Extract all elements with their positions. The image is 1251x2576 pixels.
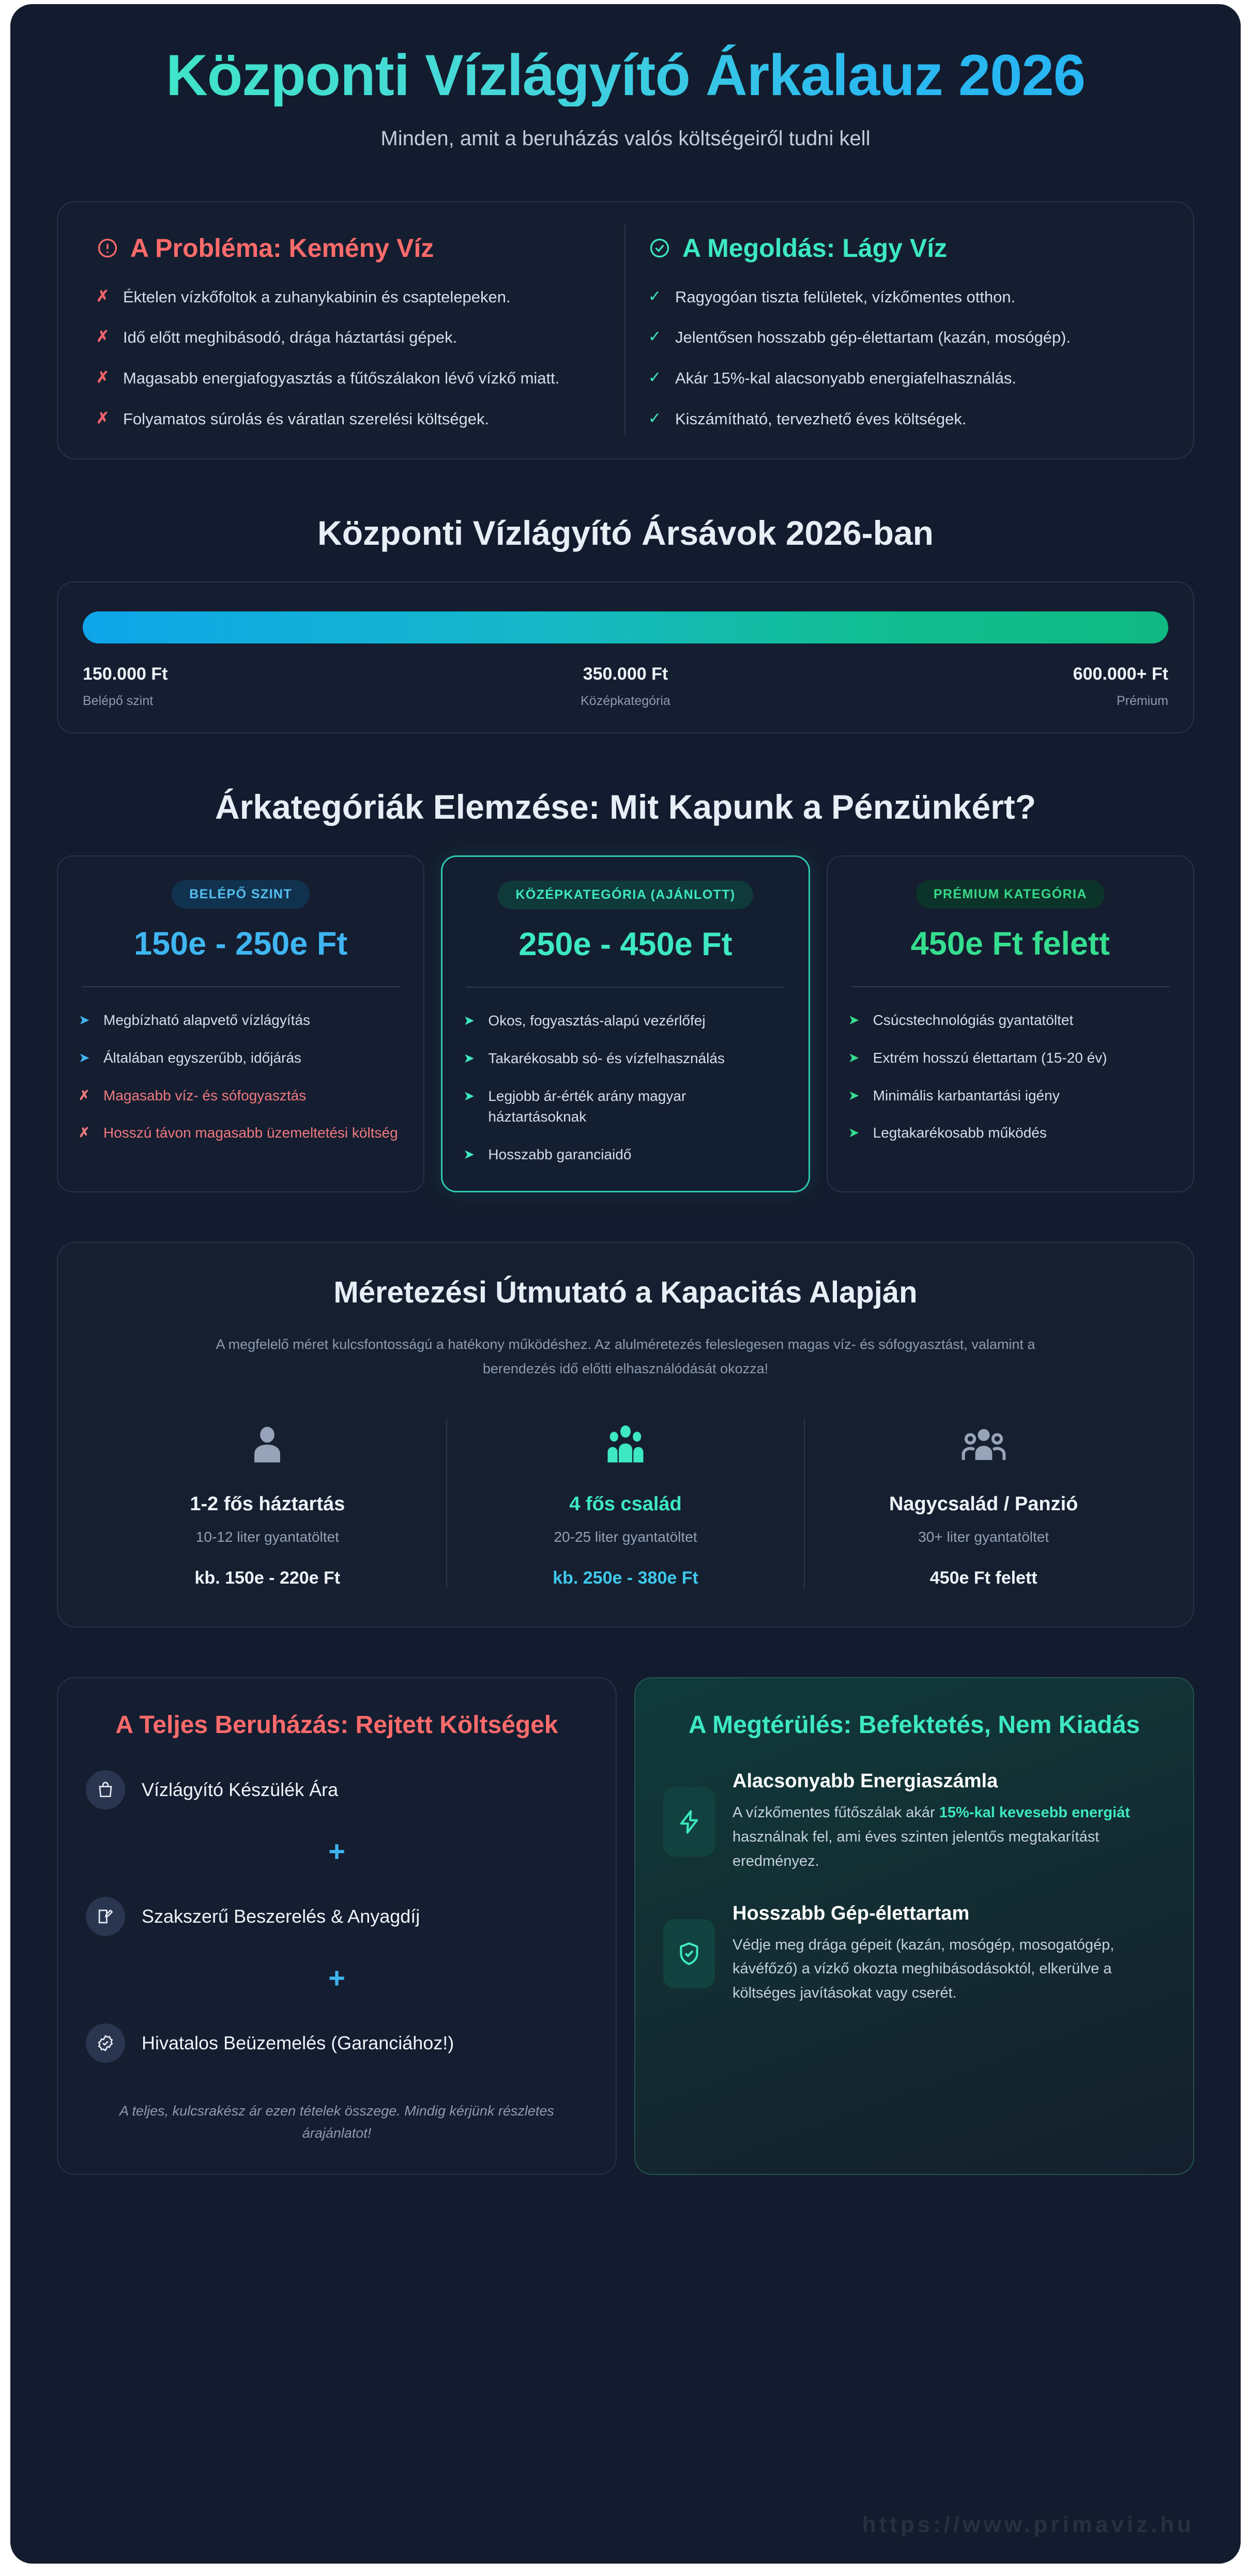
list-item xyxy=(648,326,1155,349)
sizing-name: Nagycsalád / Panzió xyxy=(889,1493,1078,1515)
list-item xyxy=(848,1048,1172,1069)
tier-cards xyxy=(57,855,1194,1192)
problem-item-text: Idő előtt meghibásodó, drága háztartási gépek. xyxy=(123,328,457,347)
tier-feature-list xyxy=(79,1010,403,1143)
cross-icon: ✗ xyxy=(79,1125,90,1141)
roi-heading: Alacsonyabb Energiaszámla xyxy=(733,1770,998,1792)
cost-item-device xyxy=(86,1770,588,1810)
arrow-icon: ➤ xyxy=(463,1013,475,1029)
list-item xyxy=(463,1010,787,1032)
roi-body xyxy=(733,1933,1165,2006)
feature-text: Általában egyszerűbb, időjárás xyxy=(103,1049,301,1066)
arrow-icon: ➤ xyxy=(848,1012,860,1028)
cross-icon: ✗ xyxy=(96,287,110,305)
cross-icon: ✗ xyxy=(96,409,110,427)
feature-text: Legjobb ár-érték arány magyar háztartásoknak xyxy=(488,1087,686,1125)
list-item xyxy=(96,367,602,390)
shield-check-icon xyxy=(663,1919,715,1988)
arrow-icon: ➤ xyxy=(463,1087,475,1103)
arrow-icon: ➤ xyxy=(463,1146,475,1162)
tier-feature-list xyxy=(463,1010,787,1165)
list-item xyxy=(96,286,602,309)
plus-sign: + xyxy=(328,1961,345,1994)
range-value: 150.000 Ft xyxy=(83,664,168,684)
tier-badge: KÖZÉPKATEGÓRIA (AJÁNLOTT) xyxy=(498,881,753,909)
feature-text: Legtakarékosabb működés xyxy=(873,1125,1047,1141)
list-item xyxy=(79,1048,403,1069)
check-icon: ✓ xyxy=(648,409,662,427)
solution-item-text: Akár 15%-kal alacsonyabb energiafelhasználás. xyxy=(675,369,1017,388)
arrow-icon: ➤ xyxy=(463,1050,475,1066)
tier-feature-list xyxy=(848,1010,1172,1143)
tier-card-mid-recommended[interactable] xyxy=(441,855,810,1192)
problem-item-text: Folyamatos súrolás és váratlan szerelési költségek. xyxy=(123,409,490,428)
family-group-icon xyxy=(463,1419,789,1470)
sizing-description: A megfelelő méret kulcsfontosságú a hatékony működéshez. Az alulméretezés feleslegesen magas víz- és sófogyasztást, valamint a berendezés idő előtti elhasználódását okozza! xyxy=(216,1337,1035,1376)
problem-column xyxy=(73,225,626,436)
arrow-icon: ➤ xyxy=(848,1087,860,1103)
header xyxy=(10,4,1241,150)
sizing-price: 450e Ft felett xyxy=(929,1568,1038,1588)
tier-price: 150e - 250e Ft xyxy=(134,926,348,962)
large-group-icon xyxy=(820,1419,1147,1470)
problem-solution-section xyxy=(57,201,1194,460)
list-item xyxy=(648,286,1155,309)
solution-heading xyxy=(648,233,1155,263)
list-item xyxy=(463,1086,787,1128)
feature-text: Minimális karbantartási igény xyxy=(873,1087,1060,1103)
range-marker xyxy=(83,664,445,709)
roi-item-lifetime xyxy=(663,1903,1165,2006)
roi-heading: Hosszabb Gép-élettartam xyxy=(733,1902,970,1924)
check-icon: ✓ xyxy=(648,369,662,387)
alert-circle-icon xyxy=(96,237,119,259)
list-item xyxy=(96,326,602,349)
list-item xyxy=(463,1048,787,1069)
feature-text: Hosszú távon magasabb üzemeltetési költség xyxy=(103,1125,398,1141)
arrow-icon: ➤ xyxy=(848,1125,860,1141)
feature-text: Csúcstechnológiás gyantatöltet xyxy=(873,1012,1074,1029)
hidden-costs-title: A Teljes Beruházás: Rejtett Költségek xyxy=(115,1711,558,1739)
range-label: Középkategória xyxy=(581,694,670,709)
sizing-columns xyxy=(89,1419,1162,1588)
sizing-title: Méretezési Útmutató a Kapacitás Alapján xyxy=(333,1276,918,1310)
list-item xyxy=(848,1010,1172,1031)
solution-item-text: Kiszámítható, tervezhető éves költségek. xyxy=(675,409,967,428)
site-watermark: https://www.primaviz.hu xyxy=(862,2512,1194,2537)
problem-item-text: Magasabb energiafogyasztás a fűtőszálakon lévő vízkő miatt. xyxy=(123,369,560,388)
single-person-icon xyxy=(104,1419,431,1470)
sizing-name: 1-2 fős háztartás xyxy=(190,1493,345,1515)
hidden-costs-card xyxy=(57,1677,617,2175)
sizing-price: kb. 250e - 380e Ft xyxy=(553,1568,698,1588)
sizing-price: kb. 150e - 220e Ft xyxy=(194,1568,341,1588)
arrow-icon: ➤ xyxy=(79,1012,90,1028)
infographic-container xyxy=(10,4,1241,2564)
cross-icon: ✗ xyxy=(79,1087,90,1103)
tier-card-premium[interactable] xyxy=(827,855,1194,1192)
tier-card-entry[interactable] xyxy=(57,855,424,1192)
feature-text: Megbízható alapvető vízlágyítás xyxy=(103,1012,311,1029)
cross-icon: ✗ xyxy=(96,369,110,387)
cost-item-installation xyxy=(86,1897,588,1936)
range-value: 600.000+ Ft xyxy=(1073,664,1168,684)
list-item xyxy=(79,1010,403,1031)
solution-list xyxy=(648,286,1155,431)
roi-body-before: A vízkőmentes fűtőszálak akár xyxy=(733,1804,939,1821)
feature-text: Hosszabb garanciaidő xyxy=(488,1146,632,1162)
cost-label: Hivatalos Beüzemelés (Garanciához!) xyxy=(142,2032,454,2053)
bag-icon xyxy=(86,1770,125,1810)
tier-badge: PRÉMIUM KATEGÓRIA xyxy=(916,880,1105,909)
page-title: Központi Vízlágyító Árkalauz 2026 xyxy=(52,44,1199,106)
arrow-icon: ➤ xyxy=(848,1049,860,1065)
page-subtitle: Minden, amit a beruházás valós költségeiről tudni kell xyxy=(380,127,871,150)
list-item xyxy=(96,408,602,431)
plus-sign: + xyxy=(328,1834,345,1867)
range-section-title: Központi Vízlágyító Ársávok 2026-ban xyxy=(317,514,934,553)
list-item xyxy=(79,1085,403,1107)
list-item xyxy=(648,408,1155,431)
tier-badge: BELÉPŐ SZINT xyxy=(172,880,310,909)
price-gradient-bar xyxy=(83,611,1168,643)
solution-column xyxy=(626,225,1178,436)
divider xyxy=(82,986,400,987)
problem-item-text: Éktelen vízkőfoltok a zuhanykabinin és csaptelepeken. xyxy=(123,287,511,306)
cost-note: A teljes, kulcsrakész ár ezen tételek összege. Mindig kérjünk részletes árajánlatot! xyxy=(119,2103,554,2141)
feature-text: Takarékosabb só- és vízfelhasználás xyxy=(488,1050,725,1066)
divider xyxy=(466,987,784,988)
check-circle-icon xyxy=(648,237,671,259)
divider xyxy=(851,986,1169,987)
price-range-labels xyxy=(83,664,1168,709)
list-item xyxy=(648,367,1155,390)
roi-body xyxy=(733,1801,1165,1874)
problem-heading-text: A Probléma: Kemény Víz xyxy=(130,233,434,263)
sizing-column-small xyxy=(89,1419,446,1588)
tier-price: 250e - 450e Ft xyxy=(518,926,733,963)
range-label: Belépő szint xyxy=(83,694,154,709)
roi-title: A Megtérülés: Befektetés, Nem Kiadás xyxy=(688,1711,1140,1739)
price-range-section xyxy=(57,581,1194,733)
feature-text: Okos, fogyasztás-alapú vezérlőfej xyxy=(488,1013,706,1029)
feature-text: Magasabb víz- és sófogyasztás xyxy=(103,1087,307,1103)
list-item xyxy=(848,1123,1172,1144)
verified-badge-icon xyxy=(86,2023,125,2063)
solution-heading-text: A Megoldás: Lágy Víz xyxy=(682,233,948,263)
cross-icon: ✗ xyxy=(96,328,110,346)
tier-price: 450e Ft felett xyxy=(910,926,1110,962)
cost-label: Szakszerű Beszerelés & Anyagdíj xyxy=(142,1905,420,1927)
range-marker xyxy=(806,664,1168,709)
sizing-capacity: 20-25 liter gyantatöltet xyxy=(554,1529,697,1545)
problem-list xyxy=(96,286,602,431)
range-label: Prémium xyxy=(1116,694,1168,709)
check-icon: ✓ xyxy=(648,328,662,346)
check-icon: ✓ xyxy=(648,287,662,305)
sizing-capacity: 10-12 liter gyantatöltet xyxy=(195,1529,339,1545)
problem-heading xyxy=(96,233,602,263)
cost-label: Vízlágyító Készülék Ára xyxy=(142,1778,339,1800)
feature-text: Extrém hosszú élettartam (15-20 év) xyxy=(873,1049,1107,1066)
roi-item-energy xyxy=(663,1770,1165,1874)
roi-card xyxy=(634,1677,1194,2175)
sizing-name: 4 fős család xyxy=(569,1493,682,1515)
roi-body-after: használnak fel, ami éves szinten jelentős megtakarítást eredményez. xyxy=(733,1828,1100,1869)
sizing-section xyxy=(57,1242,1194,1628)
roi-body-highlight: 15%-kal kevesebb energiát xyxy=(939,1804,1130,1821)
range-value: 350.000 Ft xyxy=(583,664,668,684)
range-marker xyxy=(445,664,806,709)
edit-square-icon xyxy=(86,1897,125,1936)
solution-item-text: Ragyogóan tiszta felületek, vízkőmentes otthon. xyxy=(675,287,1016,306)
cost-item-commissioning xyxy=(86,2023,588,2063)
list-item xyxy=(848,1085,1172,1107)
lightning-bolt-icon xyxy=(663,1787,715,1857)
list-item xyxy=(463,1144,787,1166)
sizing-capacity: 30+ liter gyantatöltet xyxy=(918,1529,1049,1545)
roi-body-before: Védje meg drága gépeit (kazán, mosógép, mosogatógép, kávéfőző) a vízkő okozta meghibásodásoktól, elkerülve a költséges javításokat vagy cserét. xyxy=(733,1936,1115,2002)
tiers-section-title: Árkategóriák Elemzése: Mit Kapunk a Pénzünkért? xyxy=(215,788,1036,826)
sizing-column-large xyxy=(804,1419,1162,1588)
bottom-section xyxy=(57,1677,1194,2175)
arrow-icon: ➤ xyxy=(79,1049,90,1065)
solution-item-text: Jelentősen hosszabb gép-élettartam (kazán, mosógép). xyxy=(675,328,1071,347)
list-item xyxy=(79,1123,403,1144)
sizing-column-family xyxy=(446,1419,804,1588)
